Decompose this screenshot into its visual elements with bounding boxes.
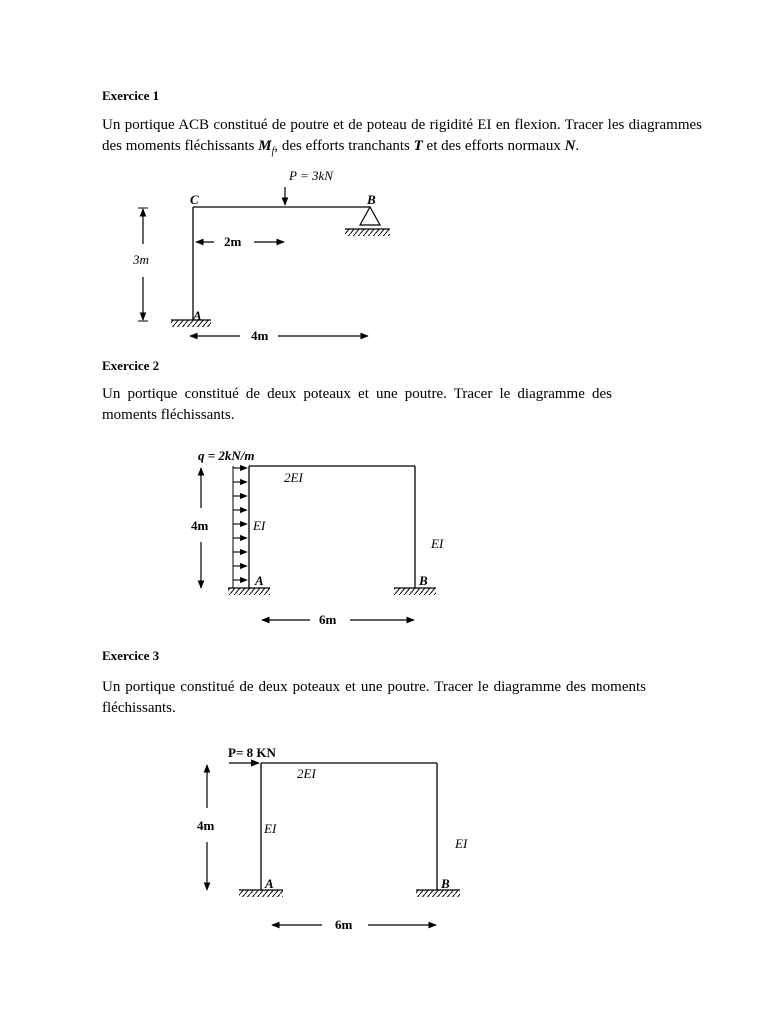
ex3-load-label: P= 8 KN (228, 745, 276, 760)
ex2-dim-span: 6m (319, 612, 337, 627)
ex1-node-b: B (367, 192, 376, 207)
ex3-beam-rigidity: 2EI (297, 766, 316, 781)
ex1-dim-load: 2m (224, 234, 242, 249)
ex2-right-rigidity: EI (431, 536, 444, 551)
ex1-dim-span: 4m (251, 328, 269, 343)
exercise-1-text-c: et des efforts normaux (422, 138, 565, 154)
ex2-dim-height: 4m (191, 518, 209, 533)
ex3-dim-height: 4m (197, 818, 215, 833)
ex3-left-rigidity: EI (264, 821, 277, 836)
exercise-2-title: Exercice 2 (102, 358, 160, 373)
exercise-3-title: Exercice 3 (102, 648, 160, 663)
ex2-left-rigidity: EI (253, 518, 266, 533)
ex3-dim-span: 6m (335, 917, 353, 932)
ex1-load-label: P = 3kN (289, 168, 333, 183)
ex3-fixed-support-a (239, 890, 283, 897)
ex2-node-a: A (255, 573, 264, 588)
exercise-1-text-b: , des efforts tranchants (274, 138, 414, 154)
exercise-1-t-symbol: T (413, 138, 423, 154)
ex3-fixed-support-b (416, 890, 460, 897)
exercise-1-text-d: . (575, 138, 580, 154)
exercise-3-statement: Un portique constitué de deux poteaux et une poutre. Tracer le diagramme des moments fléchissants. (102, 679, 646, 716)
exercise-1-title: Exercice 1 (102, 88, 160, 103)
exercise-1-text-a: Un portique ACB constitué de poutre et de poteau de rigidité EI en flexion. Tracer les diagrammes des moments fléchissants (102, 117, 702, 154)
exercise-1-n-symbol: N (564, 138, 576, 154)
ex1-node-a: A (193, 308, 202, 323)
exercise-2-statement: Un portique constitué de deux poteaux et une poutre. Tracer le diagramme des moments fléchissants. (102, 386, 612, 423)
ex1-dim-height: 3m (133, 252, 149, 267)
ex1-node-c: C (190, 192, 199, 207)
ex2-load-label: q = 2kN/m (198, 448, 255, 463)
ex3-node-b: B (441, 876, 450, 891)
ex2-beam-rigidity: 2EI (284, 470, 303, 485)
ex3-node-a: A (265, 876, 274, 891)
ex3-right-rigidity: EI (455, 836, 468, 851)
ex2-node-b: B (419, 573, 428, 588)
exercise-1-mf-symbol: $M_f$ (258, 138, 275, 157)
